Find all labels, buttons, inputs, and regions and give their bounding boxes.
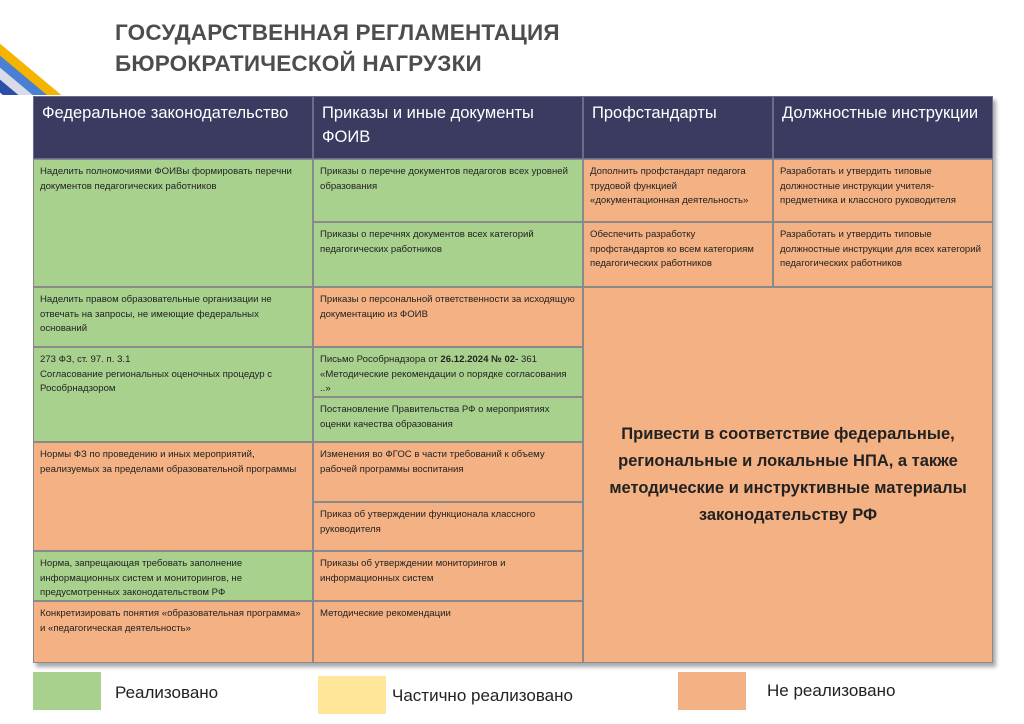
cell-r1c1: Наделить полномочиями ФОИВы формировать перечни документов педагогических работников bbox=[33, 159, 313, 287]
header-federal-law: Федеральное законодательство bbox=[33, 96, 313, 159]
page-title bbox=[115, 17, 560, 79]
cell-r7c2: Приказ об утверждении функционала классного руководителя bbox=[313, 502, 583, 551]
cell-r4c2-prefix: Письмо Рособрнадзора от bbox=[320, 354, 441, 365]
header-prof-standards: Профстандарты bbox=[583, 96, 773, 159]
merged-recommendation-cell bbox=[583, 287, 993, 663]
cell-r2c4: Разработать и утвердить типовые должностные инструкции для всех категорий педагогических работников bbox=[773, 222, 993, 287]
cell-r8c2: Приказы об утверждении мониторингов и информационных систем bbox=[313, 551, 583, 601]
merged-recommendation-text: Привести в соответствие федеральные, региональные и локальные НПА, а также методические и инструктивные материалы законодательству РФ bbox=[609, 425, 967, 524]
cell-r1c2: Приказы о перечне документов педагогов всех уровней образования bbox=[313, 159, 583, 222]
cell-r1c4: Разработать и утвердить типовые должностные инструкции учителя-предметника и классного руководителя bbox=[773, 159, 993, 222]
regulation-table bbox=[33, 96, 993, 663]
cell-r4c2 bbox=[313, 347, 583, 397]
page-title-line1: ГОСУДАРСТВЕННАЯ РЕГЛАМЕНТАЦИЯ bbox=[115, 20, 560, 45]
corner-decoration bbox=[0, 0, 95, 95]
legend-swatch-not-done bbox=[678, 672, 746, 710]
cell-r4c1 bbox=[33, 347, 313, 442]
page-title-line2: БЮРОКРАТИЧЕСКОЙ НАГРУЗКИ bbox=[115, 51, 482, 76]
legend-label-not-done: Не реализовано bbox=[767, 681, 896, 700]
cell-r3c2: Приказы о персональной ответственности за исходящую документацию из ФОИВ bbox=[313, 287, 583, 347]
cell-r4c2-date: 26.12.2024 № 02- bbox=[440, 354, 519, 365]
legend-swatch-done bbox=[33, 672, 101, 710]
cell-r2c2: Приказы о перечнях документов всех категорий педагогических работников bbox=[313, 222, 583, 287]
cell-r1c3: Дополнить профстандарт педагога трудовой функцией «документационная деятельность» bbox=[583, 159, 773, 222]
cell-r8c1: Норма, запрещающая требовать заполнение информационных систем и мониторингов, не предусмотренных законодательством РФ bbox=[33, 551, 313, 601]
cell-r6c1: Нормы ФЗ по проведению и иных мероприятий, реализуемых за пределами образовательной программы bbox=[33, 442, 313, 551]
cell-r2c3: Обеспечить разработку профстандартов ко всем категориям педагогических работников bbox=[583, 222, 773, 287]
cell-r9c1: Конкретизировать понятия «образовательная программа» и «педагогическая деятельность» bbox=[33, 601, 313, 663]
legend-label-done: Реализовано bbox=[115, 683, 219, 702]
cell-r4c1-line2: Согласование региональных оценочных процедур с Рособрнадзором bbox=[40, 368, 273, 394]
header-foiv-orders: Приказы и иные документы ФОИВ bbox=[313, 96, 583, 159]
cell-r4c1-line1: 273 ФЗ, ст. 97. п. 3.1 bbox=[40, 354, 131, 365]
cell-r6c2: Изменения во ФГОС в части требований к объему рабочей программы воспитания bbox=[313, 442, 583, 502]
cell-r4c2-rest: 361 «Методические рекомендации о порядке согласования ..» bbox=[320, 354, 567, 394]
legend-swatch-partial bbox=[318, 676, 386, 714]
header-job-instructions: Должностные инструкции bbox=[773, 96, 993, 159]
cell-r3c1: Наделить правом образовательные организации не отвечать на запросы, не имеющие федеральных оснований bbox=[33, 287, 313, 347]
cell-r5c2: Постановление Правительства РФ о мероприятиях оценки качества образования bbox=[313, 397, 583, 442]
cell-r9c2: Методические рекомендации bbox=[313, 601, 583, 663]
legend-label-partial: Частично реализовано bbox=[392, 686, 573, 705]
